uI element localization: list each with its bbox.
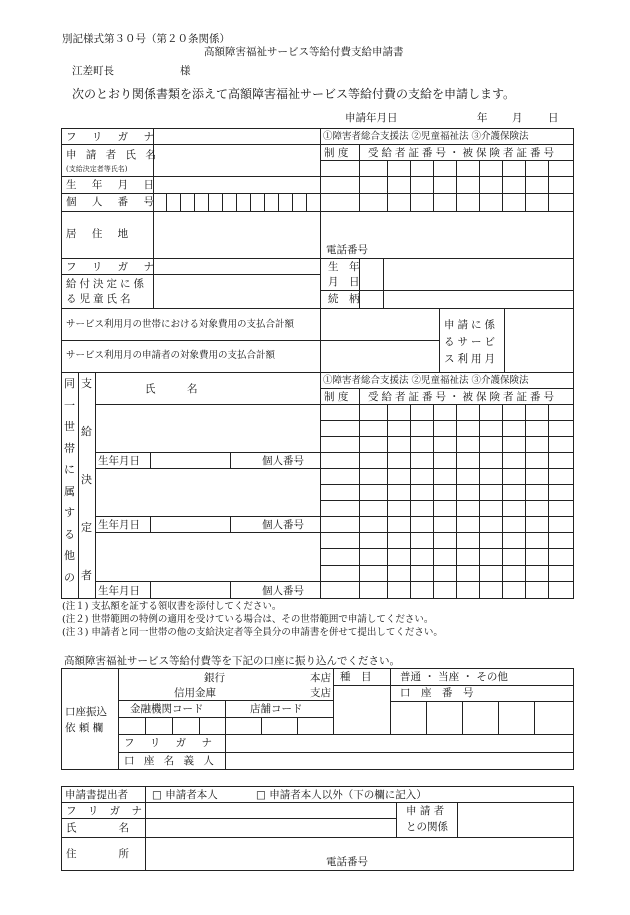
child-relation-input[interactable] xyxy=(384,291,573,308)
applicant-total-input[interactable] xyxy=(320,341,438,372)
addressee: 江差町長 xyxy=(72,65,114,77)
child-name-label-2: る児童氏名 xyxy=(66,293,134,305)
intro-text: 次のとおり関係書類を添えて高額障害福祉サービス等給付費の支給を申請します。 xyxy=(72,87,516,101)
furigana-input[interactable] xyxy=(154,129,320,144)
form-number: 別記様式第３０号（第２０条関係） xyxy=(62,33,230,45)
child-birth-label-1: 生 年 xyxy=(328,261,360,273)
page-title: 高額障害福祉サービス等給付費支給申請書 xyxy=(204,46,404,58)
others-name-input-1[interactable] xyxy=(96,405,320,452)
note-2: (注２) 世帯範囲の特例の適用を受けている場合は、その世帯範囲で申請してください。 xyxy=(62,614,434,625)
col1-char: 他 xyxy=(64,549,75,562)
child-name-input[interactable] xyxy=(154,275,320,308)
submitter-furigana-input[interactable] xyxy=(146,803,396,818)
child-birth-input[interactable] xyxy=(384,259,573,290)
seido-label: 制 度 xyxy=(324,147,349,159)
col2-char: 者 xyxy=(81,569,92,582)
others-kojin-label-1: 個人番号 xyxy=(262,455,304,467)
child-birth-label-2: 月 日 xyxy=(328,276,360,288)
applicant-name-input[interactable] xyxy=(154,145,320,176)
child-name-label-1: 給付決定に係 xyxy=(66,278,147,290)
child-furigana-label: フ リ ガ ナ xyxy=(66,261,161,273)
household-total-input[interactable] xyxy=(320,309,438,340)
note-3: (注３) 申請者と同一世帯の他の支給決定者等全員分の申請書を併せて提出してください。 xyxy=(62,627,443,638)
col1-char: 同 xyxy=(64,377,75,390)
col2-char: 決 xyxy=(81,473,92,486)
branch-code-label: 店舗コード xyxy=(250,703,303,715)
applicant-name-label: 申 請 者 氏 名 xyxy=(66,149,159,161)
shinkin-label: 信用金庫 xyxy=(174,687,216,699)
address-input[interactable] xyxy=(154,212,320,242)
submitter-address-input[interactable] xyxy=(146,838,573,870)
date-label: 申請年月日 xyxy=(345,112,398,124)
date-month: 月 xyxy=(512,112,523,124)
household-total-label: サービス利用月の世帯における対象費用の支払合計額 xyxy=(66,319,295,330)
phone-label: 電話番号 xyxy=(326,244,368,256)
others-birth-label-2: 生年月日 xyxy=(98,519,140,531)
submitter-label: 申請書提出者 xyxy=(65,789,128,801)
holder-name-label: 口 座 名 義 人 xyxy=(124,755,217,767)
relation-input[interactable] xyxy=(458,803,573,837)
kojin-label: 個 人 番 号 xyxy=(66,196,161,208)
col1-char: 世 xyxy=(64,420,75,433)
kojin-number-input[interactable] xyxy=(154,194,320,211)
col1-char: の xyxy=(64,570,75,584)
submitter-address-label: 住 所 xyxy=(66,848,129,860)
service-month-label-2: るサービ xyxy=(444,336,498,348)
bank-intro: 高額障害福祉サービス等給付費等を下記の口座に振り込んでください。 xyxy=(64,655,400,667)
child-furigana-input[interactable] xyxy=(154,259,320,274)
others-kojin-label-2: 個人番号 xyxy=(262,519,304,531)
col1-char: 属 xyxy=(64,484,75,498)
relation-label-1: 申 請 者 xyxy=(406,805,445,817)
birthdate-label: 生 年 月 日 xyxy=(66,179,161,191)
others-name-input-2[interactable] xyxy=(96,469,320,516)
addressee-sama: 様 xyxy=(180,65,191,77)
submitter-phone-label: 電話番号 xyxy=(326,856,368,868)
col2-char: 支 xyxy=(81,377,92,390)
submitter-furigana-label: フ リ ガ ナ xyxy=(66,805,147,817)
holder-name-input[interactable] xyxy=(226,753,573,769)
relation-label-2: との関係 xyxy=(406,821,448,833)
birthdate-input[interactable] xyxy=(154,177,320,193)
others-cert-label: 受給者証番号・被保険者証番号 xyxy=(368,391,557,403)
col1-char: 一 xyxy=(64,398,75,412)
others-kojin-label-3: 個人番号 xyxy=(262,585,304,597)
service-month-label-1: 申請に係 xyxy=(444,319,498,331)
ginko-label: 銀行 xyxy=(204,672,225,684)
holder-furigana-label: フ リ ガ ナ xyxy=(124,737,219,749)
col2-char: 給 xyxy=(81,425,92,438)
others-name-input-3[interactable] xyxy=(96,533,320,581)
col1-char: に xyxy=(64,463,75,476)
service-month-label-3: ス利用月 xyxy=(444,353,498,365)
bank-code-label: 金融機関コード xyxy=(130,703,204,715)
child-relation-label: 続 柄 xyxy=(328,293,360,305)
date-day: 日 xyxy=(548,112,559,124)
others-name-header: 氏 名 xyxy=(145,383,198,395)
note-1: (注１) 支払額を証する領収書を添付してください。 xyxy=(62,601,282,612)
submitter-name-input[interactable] xyxy=(146,819,396,837)
phone-input[interactable] xyxy=(380,243,573,258)
holder-furigana-input[interactable] xyxy=(226,735,573,752)
submitter-self-checkbox[interactable]: □ 申請者本人 xyxy=(152,789,218,801)
submitter-other-checkbox[interactable]: □ 申請者本人以外（下の欄に記入） xyxy=(256,789,427,801)
bank-label-1: 口座振込 xyxy=(65,706,107,718)
col1-char: す xyxy=(64,506,75,519)
col1-char: る xyxy=(64,527,75,541)
account-number-label: 口 座 番 号 xyxy=(400,687,474,699)
service-month-input[interactable] xyxy=(505,309,573,372)
account-type-label: 種 目 xyxy=(340,671,372,683)
others-laws-label: ①障害者総合支援法 ②児童福祉法 ③介護保険法 xyxy=(323,375,529,386)
account-type-options[interactable]: 普通 ・ 当座 ・ その他 xyxy=(400,671,508,683)
col2-char: 定 xyxy=(81,521,92,534)
date-year: 年 xyxy=(477,112,488,124)
address-label: 居 住 地 xyxy=(66,228,135,240)
furigana-label: フ リ ガ ナ xyxy=(66,131,161,143)
laws-label: ①障害者総合支援法 ②児童福祉法 ③介護保険法 xyxy=(323,131,529,142)
bank-label-2: 依 頼 欄 xyxy=(65,722,104,734)
shiten-label: 支店 xyxy=(310,687,331,699)
others-seido-label: 制 度 xyxy=(324,391,349,403)
submitter-name-label: 氏 名 xyxy=(66,822,129,834)
applicant-total-label: サービス利用月の申請者の対象費用の支払合計額 xyxy=(66,350,276,361)
col1-char: 帯 xyxy=(64,441,75,455)
others-birth-label-1: 生年月日 xyxy=(98,455,140,467)
applicant-name-note: (支給決定者等氏名) xyxy=(66,165,128,173)
others-birth-label-3: 生年月日 xyxy=(98,585,140,597)
honten-label: 本店 xyxy=(310,672,331,684)
cert-label: 受給者証番号・被保険者証番号 xyxy=(368,147,557,159)
